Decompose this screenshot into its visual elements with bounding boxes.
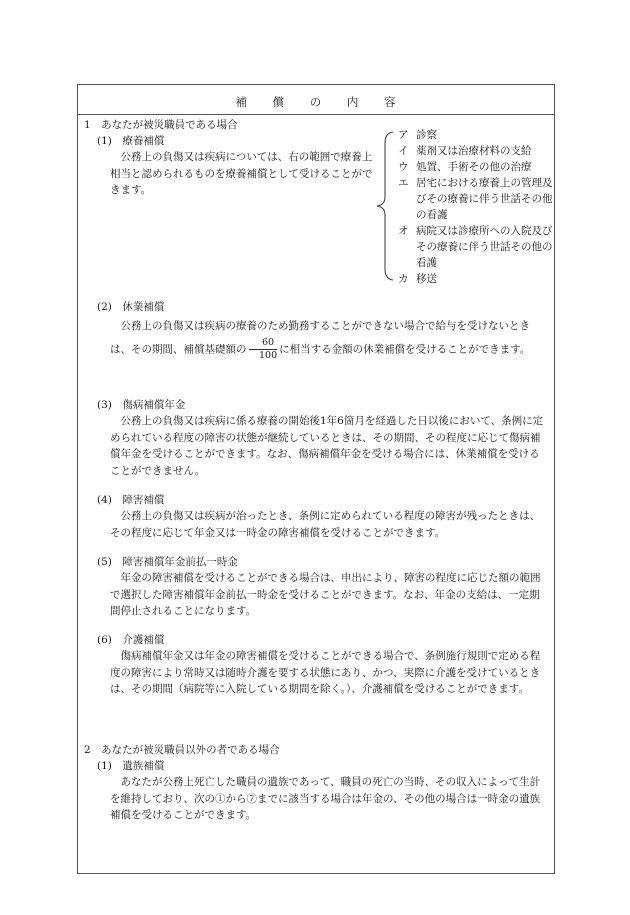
sub-1-1-heading: (1) 療養補償 — [97, 135, 165, 147]
list-item: オ 病院又は診療所への入院及びその療養に伴う世話その他の看護 — [398, 225, 553, 269]
page-title: 補 償 の 内 容 — [235, 95, 397, 109]
sub-1-4-heading: (4) 障害補償 — [97, 494, 165, 506]
list-item: カ 移送 — [398, 273, 437, 285]
sub-1-6-heading: (6) 介護補償 — [97, 634, 165, 646]
sub-1-5-heading: (5) 障害補償年金前払一時金 — [97, 556, 238, 568]
sub-1-3-body: 公務上の負傷又は疾病に係る療養の開始後1年6箇月を経過した日以後において、条例に定められている程度の障害の状態が継続しているときは、その期間、その程度に応じて傷病補償年金を受けることができます。なお、傷病補償年金を受ける場合には、休業補償を受けることができません。 — [110, 415, 544, 477]
list-item: ア 診察 — [398, 129, 437, 141]
sub-1-3-heading: (3) 傷病補償年金 — [97, 399, 186, 411]
sub-1-2-body: 公務上の負傷又は疾病の療養のため勤務することができない場合で給与を受けないときは、その期間、補償基礎額の $\frac{60}{100}$ に相当する金額の休業補償を受けることができます。 — [110, 320, 531, 361]
sub-1-5-body: 年金の障害補償を受けることができる場合は、申出により、障害の程度に応じた額の範囲で選択した障害補償年金前払一時金を受けることができます。なお、年金の支給は、一定期間停止されることになります。 — [110, 572, 541, 617]
left-brace — [375, 131, 395, 281]
sub-1-2-heading: (2) 休業補償 — [97, 301, 165, 313]
treatment-list — [398, 127, 554, 287]
list-item: ウ 処置、手術その他の治療 — [398, 161, 532, 173]
sub-2-1-heading: (1) 遺族補償 — [97, 760, 165, 772]
sub-2-1-body: あなたが公務上死亡した職員の遺族であって、職員の死亡の当時、その収入によって生計を維持しており、次の①から⑦までに該当する場合は年金の、その他の場合は一時金の遺族補償を受けることができます。 — [110, 776, 541, 821]
section-1-heading: 1 あなたが被災職員である場合 — [84, 119, 238, 131]
sub-1-1-body: 公務上の負傷又は疾病については、右の範囲で療養上相当と認められるものを療養補償として受けることができます。 — [110, 151, 373, 196]
title-divider — [78, 114, 554, 115]
list-item: エ 居宅における療養上の管理及びその療養に伴う世話その他の看護 — [398, 177, 553, 221]
sub-1-6-body: 傷病補償年金又は年金の障害補償を受けることができる場合で、条例施行規則で定める程度の障害により常時又は随時介護を要する状態にあり、かつ、実際に介護を受けているときは、その期間（病院等に入院している期間を除く。）、介護補償を受けることができます。 — [110, 650, 541, 695]
fraction: $\frac{60}{100}$ — [249, 337, 278, 362]
sub-1-4-body: 公務上の負傷又は疾病が治ったとき、条例に定められている程度の障害が残ったときは、その程度に応じて年金又は一時金の障害補償を受けることができます。 — [110, 510, 541, 539]
section-2-heading: 2 あなたが被災職員以外の者である場合 — [84, 744, 280, 756]
document-frame — [77, 84, 555, 874]
list-item: イ 薬剤又は治療材料の支給 — [398, 145, 532, 157]
